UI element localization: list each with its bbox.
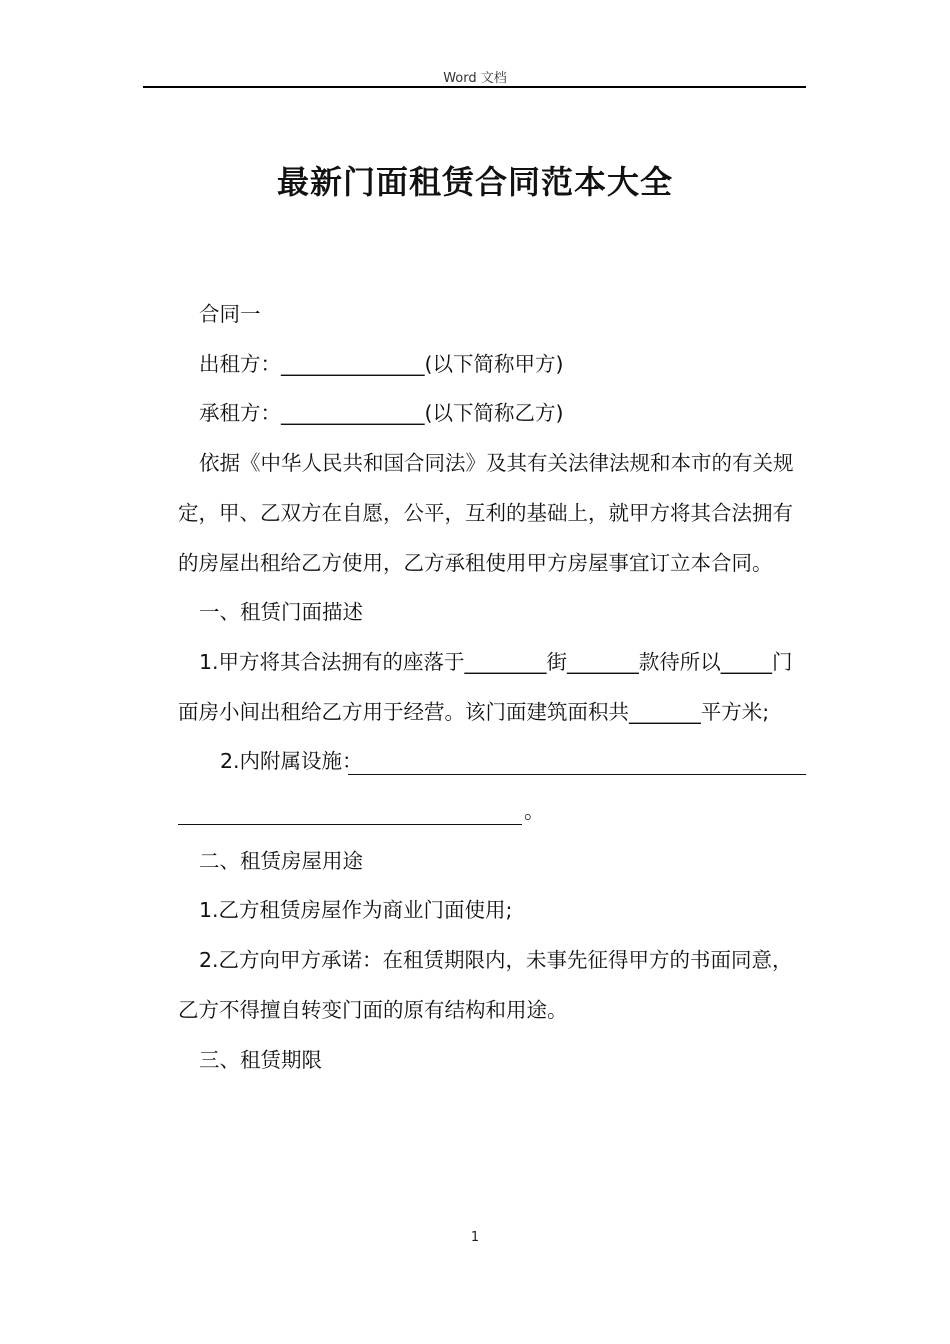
- page-header: Word 文档: [443, 71, 507, 86]
- paragraph-1-2: [178, 737, 806, 787]
- section-heading-2: 二、租赁房屋用途: [199, 848, 363, 873]
- section-heading-1: 一、租赁门面描述: [199, 600, 363, 625]
- paragraph-1-2-label: 2.内附属设施：: [220, 749, 363, 774]
- paragraph-1-1: 1.甲方将其合法拥有的座落于________街_______款待所以_____门面房小间出租给乙方用于经营。该门面建筑面积共_______平方米;: [178, 649, 793, 724]
- paragraph-lessee: 承租方：______________(以下简称乙方): [199, 401, 564, 426]
- fill-in-rule: [178, 824, 522, 825]
- paragraph-1-2-continued: [178, 787, 806, 837]
- section-heading-3: 三、租赁期限: [199, 1047, 322, 1072]
- paragraph-2-1: 1.乙方租赁房屋作为商业门面使用;: [199, 898, 513, 923]
- document-body: [178, 290, 806, 1085]
- paragraph-end-mark: 。: [524, 799, 545, 824]
- document-title: 最新门面租赁合同范本大全: [276, 163, 673, 201]
- paragraph-contract-one: 合同一: [199, 302, 261, 326]
- page-number: 1: [470, 1230, 480, 1245]
- paragraph-preamble: 依据《中华人民共和国合同法》及其有关法律法规和本市的有关规定，甲、乙双方在自愿，公平，互利的基础上，就甲方将其合法拥有的房屋出租给乙方使用，乙方承租使用甲方房屋事宜订立本合同。: [178, 451, 794, 575]
- header-rule: [143, 86, 806, 88]
- paragraph-2-2: 2.乙方向甲方承诺：在租赁期限内，未事先征得甲方的书面同意，乙方不得擅自转变门面的原有结构和用途。: [178, 948, 793, 1022]
- paragraph-lessor: 出租方：______________(以下简称甲方): [199, 351, 564, 376]
- fill-in-rule: [348, 774, 806, 775]
